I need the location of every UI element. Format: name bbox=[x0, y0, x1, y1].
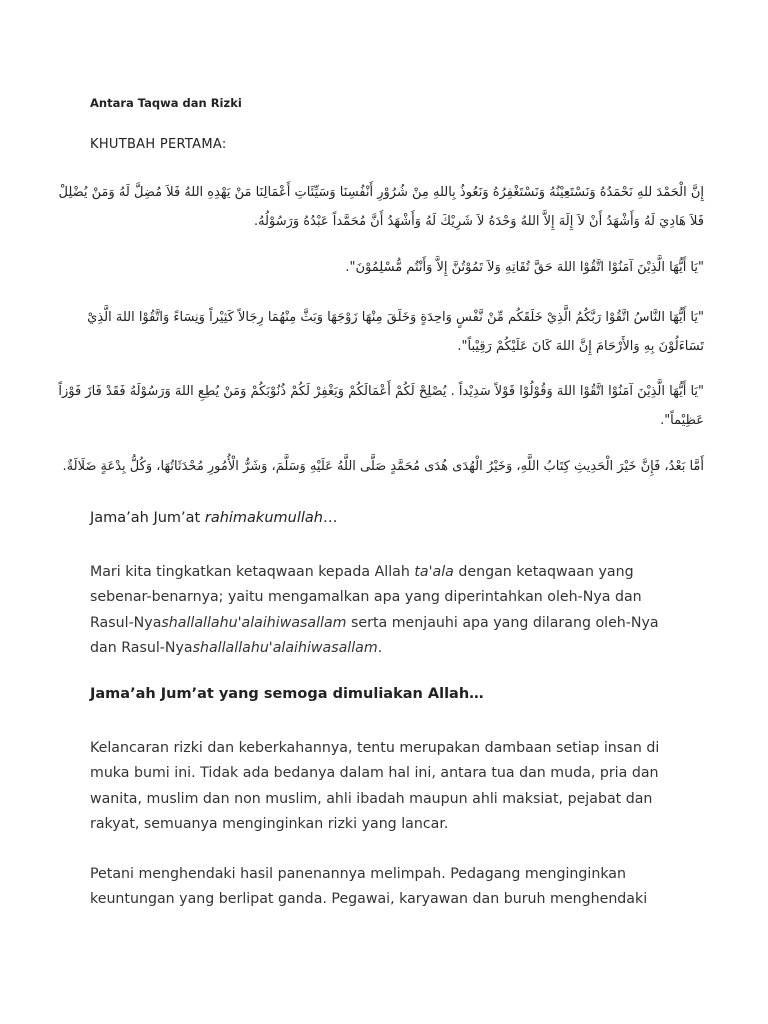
text-run: sebenar-benarnya; yaitu mengamalkan apa yang diperintahkan oleh-Nya dan bbox=[90, 589, 642, 606]
arabic-block-1 bbox=[58, 178, 704, 236]
text-run: . bbox=[377, 639, 383, 656]
document-title: Antara Taqwa dan Rizki bbox=[90, 96, 242, 110]
arabic-line: تَسَاءَلُوْنَ بِهِ وَالأَرْحَامَ إِنَّ اللهَ كَانَ عَلَيْكُمْ رَقِيْباً". bbox=[457, 339, 704, 354]
paragraph-3 bbox=[90, 862, 682, 913]
greeting-italic: rahimakumullah bbox=[204, 510, 323, 526]
italic-run: ta'ala bbox=[414, 564, 454, 580]
arabic-block-5 bbox=[62, 452, 704, 481]
greeting-suffix: … bbox=[322, 510, 338, 526]
paragraph-line: keuntungan yang berlipat ganda. Pegawai, karyawan dan buruh menghendaki bbox=[90, 891, 648, 908]
arabic-line: إِنَّ الْحَمْدَ للهِ نَحْمَدُهُ وَنَسْتَعِيْنُهُ وَنَسْتَغْفِرُهُ وَنَعُوذُ بِاللهِ مِنْ شُرُوْرِ أَنْفُسِنَا وَسَيِّئَاتِ أَعْمَالِنَا مَنْ يَهْدِهِ اللهُ فَلاَ مُضِلَّ لَهُ وَمَنْ يُضْلِلْ bbox=[58, 185, 704, 200]
paragraph-line bbox=[90, 636, 682, 661]
paragraph-line: Petani menghendaki hasil panenannya melimpah. Pedagang menginginkan bbox=[90, 866, 626, 882]
arabic-block-4 bbox=[58, 377, 704, 435]
arabic-line: عَظِيْماً". bbox=[660, 413, 704, 428]
greeting-text: Jama’ah Jum’at bbox=[90, 510, 205, 526]
paragraph-line bbox=[90, 585, 682, 610]
paragraph-line: wanita, muslim dan non muslim, ahli ibadah maupun ahli maksiat, pejabat dan bbox=[90, 790, 653, 807]
text-run: serta menjauhi apa yang dilarang oleh-Nya bbox=[346, 614, 659, 631]
text-run: dan Rasul-Nya bbox=[90, 639, 193, 656]
arabic-line: "يَا أَيُّهَا الَّذِيْنَ آمَنُوْا اتَّقُوْا اللهَ حَقَّ تُقَاتِهِ وَلاَ تَمُوْتُنَّ إِلاَّ وَأَنْتُم مُّسْلِمُوْنَ". bbox=[345, 260, 704, 275]
arabic-line: "يَا أَيُّهَا الَّذِيْنَ آمَنُوْا اتَّقُوْا اللهَ وَقُوْلُوْا قَوْلاً سَدِيْداً . يُصْلِحْ لَكُمْ أَعْمَالَكُمْ وَيَغْفِرْ لَكُمْ ذُنُوْبَكُمْ وَمَنْ يُطِعِ اللهَ وَرَسُوْلَهُ فَقَدْ فَازَ فَوْزاً bbox=[58, 384, 704, 399]
section-heading: KHUTBAH PERTAMA: bbox=[90, 137, 227, 152]
italic-run: shallallahu'alaihiwasallam bbox=[192, 639, 378, 656]
paragraph-line: Kelancaran rizki dan keberkahannya, tentu merupakan dambaan setiap insan di bbox=[90, 740, 660, 756]
arabic-line: أَمَّا بَعْدُ، فَإِنَّ خَيْرَ الْحَدِيثِ كِتَابُ اللَّهِ، وَخَيْرُ الْهُدَى هُدَى مُحَمَّدٍ صَلَّى اللَّهُ عَلَيْهِ وَسَلَّمَ، وَشَرُّ الْأُمُورِ مُحْدَثَاتُهَا، وَكُلُّ بِدْعَةٍ ضَلَالَةٌ. bbox=[62, 459, 704, 474]
arabic-block-2 bbox=[90, 253, 704, 282]
paragraph-line: rakyat, semuanya menginginkan rizki yang lancar. bbox=[90, 815, 449, 832]
paragraph-line bbox=[90, 611, 682, 636]
paragraph-line: muka bumi ini. Tidak ada bedanya dalam hal ini, antara tua dan muda, pria dan bbox=[90, 765, 659, 782]
arabic-line: فَلاَ هَادِيَ لَهُ وَأَشْهَدُ أَنْ لاَ إِلَهَ إِلاَّ اللهُ وَحْدَهُ لاَ شَرِيْكَ لَهُ وَأَشْهَدُ أَنَّ مُحَمَّداً عَبْدُهُ وَرَسُوْلُهُ. bbox=[253, 214, 704, 229]
greeting-heading-2: Jama’ah Jum’at yang semoga dimuliakan Allah… bbox=[90, 686, 484, 702]
greeting-heading-1 bbox=[90, 510, 337, 526]
text-run: Mari kita tingkatkan ketaqwaan kepada Allah bbox=[90, 564, 415, 580]
italic-run: shallallahu'alaihiwasallam bbox=[161, 614, 347, 631]
text-run: Rasul-Nya bbox=[90, 614, 162, 631]
text-run: dengan ketaqwaan yang bbox=[453, 564, 634, 580]
arabic-block-3 bbox=[87, 303, 704, 361]
paragraph-2 bbox=[90, 736, 682, 837]
paragraph-line bbox=[90, 560, 682, 585]
arabic-line: "يَا أَيُّهَا النَّاسُ اتَّقُوْا رَبَّكُمُ الَّذِيْ خَلَقَكُم مِّنْ نَّفْسٍ وَاحِدَةٍ وَخَلَقَ مِنْهَا زَوْجَهَا وَبَثَّ مِنْهُمَا رِجَالاً كَثِيْراً وَنِسَاءً وَاتَّقُوْا اللهَ الَّذِيْ bbox=[87, 310, 704, 325]
paragraph-1 bbox=[90, 560, 682, 661]
